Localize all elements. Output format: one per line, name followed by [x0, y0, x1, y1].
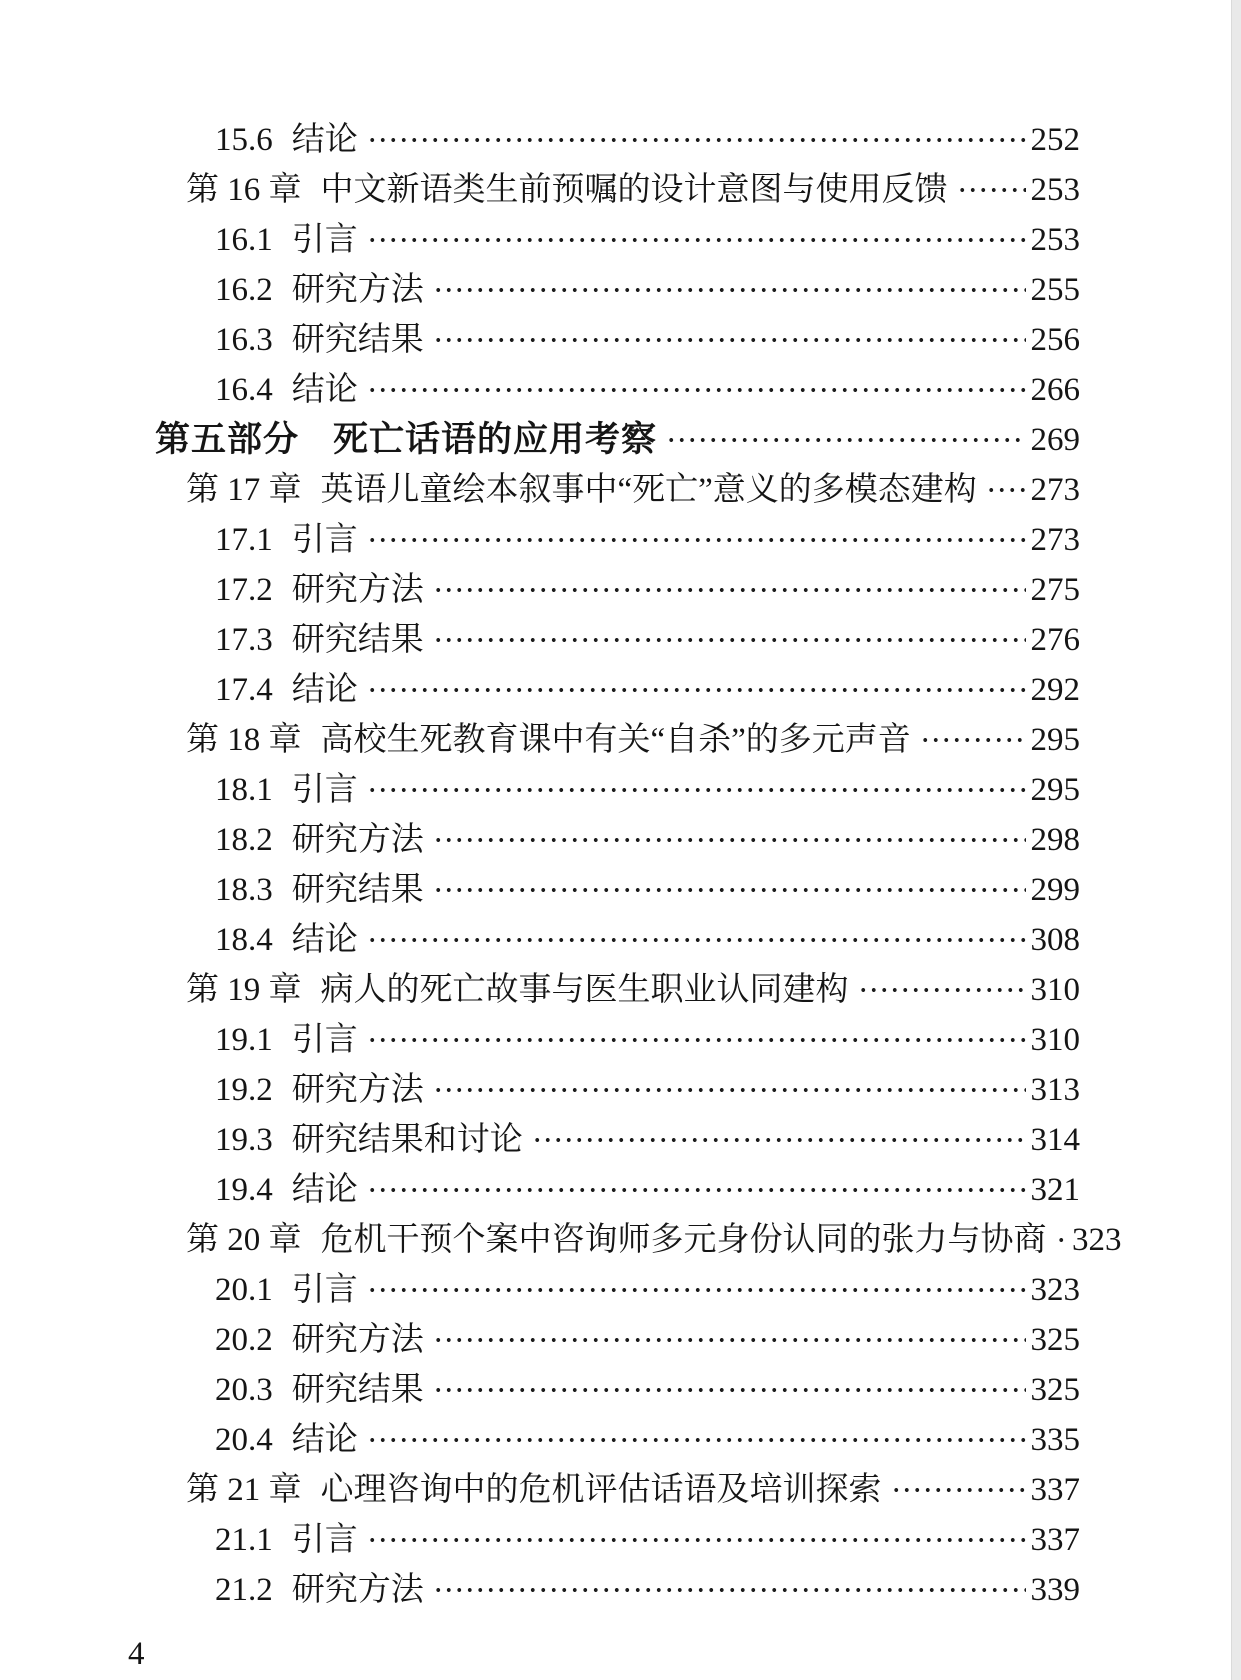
toc-entry-number: 20.3 — [215, 1372, 273, 1408]
toc-entry-title: 结论 — [291, 922, 358, 958]
toc-entry-page: 310 — [1030, 1022, 1080, 1058]
toc-entry-page: 337 — [1030, 1472, 1080, 1508]
toc-entry-title: 研究方法 — [291, 1572, 424, 1608]
page-edge-strip — [1231, 0, 1241, 1680]
toc-entry-number: 16.1 — [215, 222, 273, 258]
toc-entry-section — [0, 765, 1080, 815]
toc-entry-chapter — [0, 1215, 1122, 1265]
toc-entry-number: 17.3 — [215, 622, 273, 658]
toc-entry-section — [0, 515, 1080, 565]
toc-entry-page: 276 — [1030, 622, 1080, 658]
dot-leader — [367, 515, 1026, 565]
dot-leader — [367, 665, 1026, 715]
dot-leader — [986, 465, 1026, 515]
toc-entry-title: 研究方法 — [291, 822, 424, 858]
toc-entry-chapter — [0, 165, 1080, 215]
toc-entry-number: 21.2 — [215, 1572, 273, 1608]
toc-list — [0, 115, 1122, 1615]
dot-leader — [433, 1565, 1026, 1615]
toc-entry-page: 323 — [1030, 1272, 1080, 1308]
dot-leader — [367, 1015, 1026, 1065]
toc-entry-section — [0, 865, 1080, 915]
toc-entry-section — [0, 1565, 1080, 1615]
toc-entry-page: 339 — [1030, 1572, 1080, 1608]
toc-entry-chapter — [0, 465, 1080, 515]
toc-entry-page: 295 — [1030, 772, 1080, 808]
toc-entry-title: 引言 — [291, 1272, 358, 1308]
toc-entry-number: 第 19 章 — [186, 972, 302, 1008]
dot-leader — [433, 1065, 1026, 1115]
toc-entry-title: 引言 — [291, 222, 358, 258]
toc-entry-section — [0, 1415, 1080, 1465]
toc-entry-title: 研究方法 — [291, 1322, 424, 1358]
toc-entry-page: 255 — [1030, 272, 1080, 308]
toc-entry-chapter — [0, 965, 1080, 1015]
dot-leader — [367, 1265, 1026, 1315]
dot-leader — [367, 365, 1026, 415]
dot-leader — [367, 1415, 1026, 1465]
toc-entry-title: 英语儿童绘本叙事中“死亡”意义的多模态建构 — [320, 472, 977, 508]
dot-leader — [666, 415, 1026, 465]
toc-entry-page: 335 — [1030, 1422, 1080, 1458]
toc-entry-number: 第 18 章 — [186, 722, 302, 758]
toc-entry-title: 中文新语类生前预嘱的设计意图与使用反馈 — [320, 172, 948, 208]
toc-entry-section — [0, 115, 1080, 165]
toc-entry-section — [0, 1265, 1080, 1315]
toc-entry-section — [0, 365, 1080, 415]
toc-entry-section — [0, 565, 1080, 615]
toc-entry-title: 结论 — [291, 672, 358, 708]
toc-entry-number: 18.2 — [215, 822, 273, 858]
toc-entry-section — [0, 615, 1080, 665]
dot-leader — [367, 915, 1026, 965]
dot-leader — [1056, 1215, 1068, 1265]
toc-entry-page: 295 — [1030, 722, 1080, 758]
toc-entry-title: 引言 — [291, 1022, 358, 1058]
toc-entry-title: 死亡话语的应用考察 — [333, 420, 658, 459]
dot-leader — [367, 115, 1026, 165]
toc-entry-page: 299 — [1030, 872, 1080, 908]
toc-entry-number: 第 21 章 — [186, 1472, 302, 1508]
toc-entry-chapter — [0, 1465, 1080, 1515]
toc-entry-page: 323 — [1072, 1222, 1122, 1258]
toc-entry-number: 16.2 — [215, 272, 273, 308]
toc-entry-page: 253 — [1030, 172, 1080, 208]
dot-leader — [367, 765, 1026, 815]
footer-page-number: 4 — [128, 1636, 145, 1672]
toc-entry-title: 高校生死教育课中有关“自杀”的多元声音 — [320, 722, 911, 758]
toc-entry-section — [0, 815, 1080, 865]
toc-entry-page: 253 — [1030, 222, 1080, 258]
toc-entry-number: 16.3 — [215, 322, 273, 358]
toc-entry-title: 危机干预个案中咨询师多元身份认同的张力与协商 — [320, 1222, 1047, 1258]
dot-leader — [920, 715, 1026, 765]
toc-entry-number: 18.1 — [215, 772, 273, 808]
toc-entry-number: 16.4 — [215, 372, 273, 408]
toc-entry-section — [0, 315, 1080, 365]
toc-entry-title: 研究结果 — [291, 322, 424, 358]
toc-entry-page: 321 — [1030, 1172, 1080, 1208]
toc-entry-section — [0, 1115, 1080, 1165]
dot-leader — [532, 1115, 1026, 1165]
toc-entry-page: 273 — [1030, 472, 1080, 508]
toc-entry-page: 325 — [1030, 1322, 1080, 1358]
toc-entry-number: 19.1 — [215, 1022, 273, 1058]
toc-entry-number: 17.1 — [215, 522, 273, 558]
dot-leader — [367, 1165, 1026, 1215]
toc-entry-title: 病人的死亡故事与医生职业认同建构 — [320, 972, 849, 1008]
toc-entry-number: 19.2 — [215, 1072, 273, 1108]
toc-entry-part — [0, 415, 1080, 465]
toc-entry-number: 17.4 — [215, 672, 273, 708]
toc-entry-page: 292 — [1030, 672, 1080, 708]
toc-entry-title: 研究结果 — [291, 622, 424, 658]
toc-entry-title: 结论 — [291, 372, 358, 408]
toc-entry-title: 研究方法 — [291, 572, 424, 608]
toc-entry-title: 结论 — [291, 1422, 358, 1458]
toc-entry-number: 第 16 章 — [186, 172, 302, 208]
dot-leader — [433, 315, 1026, 365]
toc-entry-title: 结论 — [291, 1172, 358, 1208]
toc-entry-number: 17.2 — [215, 572, 273, 608]
dot-leader — [433, 1365, 1026, 1415]
toc-entry-page: 273 — [1030, 522, 1080, 558]
toc-entry-page: 325 — [1030, 1372, 1080, 1408]
toc-entry-number: 21.1 — [215, 1522, 273, 1558]
dot-leader — [433, 565, 1026, 615]
toc-entry-page: 275 — [1030, 572, 1080, 608]
toc-entry-chapter — [0, 715, 1080, 765]
dot-leader — [367, 215, 1026, 265]
toc-entry-page: 308 — [1030, 922, 1080, 958]
toc-entry-title: 引言 — [291, 522, 358, 558]
toc-entry-number: 18.4 — [215, 922, 273, 958]
toc-entry-section — [0, 1515, 1080, 1565]
dot-leader — [891, 1465, 1027, 1515]
toc-entry-section — [0, 665, 1080, 715]
dot-leader — [433, 265, 1026, 315]
toc-entry-title: 心理咨询中的危机评估话语及培训探索 — [320, 1472, 882, 1508]
toc-entry-title: 研究结果 — [291, 872, 424, 908]
toc-entry-number: 15.6 — [215, 122, 273, 158]
toc-entry-title: 引言 — [291, 1522, 358, 1558]
toc-entry-number: 第 20 章 — [186, 1222, 302, 1258]
toc-entry-section — [0, 265, 1080, 315]
toc-entry-page: 266 — [1030, 372, 1080, 408]
toc-entry-section — [0, 1365, 1080, 1415]
dot-leader — [433, 615, 1026, 665]
toc-entry-page: 310 — [1030, 972, 1080, 1008]
toc-entry-title: 研究结果 — [291, 1372, 424, 1408]
toc-entry-page: 269 — [1030, 422, 1080, 458]
toc-entry-number: 20.2 — [215, 1322, 273, 1358]
toc-entry-page: 252 — [1030, 122, 1080, 158]
toc-entry-page: 298 — [1030, 822, 1080, 858]
dot-leader — [957, 165, 1027, 215]
toc-entry-number: 20.1 — [215, 1272, 273, 1308]
toc-entry-section — [0, 915, 1080, 965]
toc-entry-number: 20.4 — [215, 1422, 273, 1458]
dot-leader — [858, 965, 1027, 1015]
toc-entry-title: 研究方法 — [291, 272, 424, 308]
toc-entry-number: 第 17 章 — [186, 472, 302, 508]
dot-leader — [433, 815, 1026, 865]
toc-entry-page: 337 — [1030, 1522, 1080, 1558]
dot-leader — [367, 1515, 1026, 1565]
dot-leader — [433, 1315, 1026, 1365]
toc-entry-title: 研究结果和讨论 — [291, 1122, 523, 1158]
toc-entry-section — [0, 1015, 1080, 1065]
toc-entry-section — [0, 1315, 1080, 1365]
toc-entry-section — [0, 1065, 1080, 1115]
toc-entry-number: 19.4 — [215, 1172, 273, 1208]
toc-entry-title: 引言 — [291, 772, 358, 808]
toc-entry-title: 研究方法 — [291, 1072, 424, 1108]
toc-entry-number: 19.3 — [215, 1122, 273, 1158]
toc-entry-section — [0, 1165, 1080, 1215]
toc-entry-page: 314 — [1030, 1122, 1080, 1158]
dot-leader — [433, 865, 1026, 915]
toc-entry-page: 313 — [1030, 1072, 1080, 1108]
toc-entry-number: 18.3 — [215, 872, 273, 908]
toc-entry-title: 结论 — [291, 122, 358, 158]
toc-entry-number: 第五部分 — [155, 420, 300, 459]
toc-entry-page: 256 — [1030, 322, 1080, 358]
toc-entry-section — [0, 215, 1080, 265]
